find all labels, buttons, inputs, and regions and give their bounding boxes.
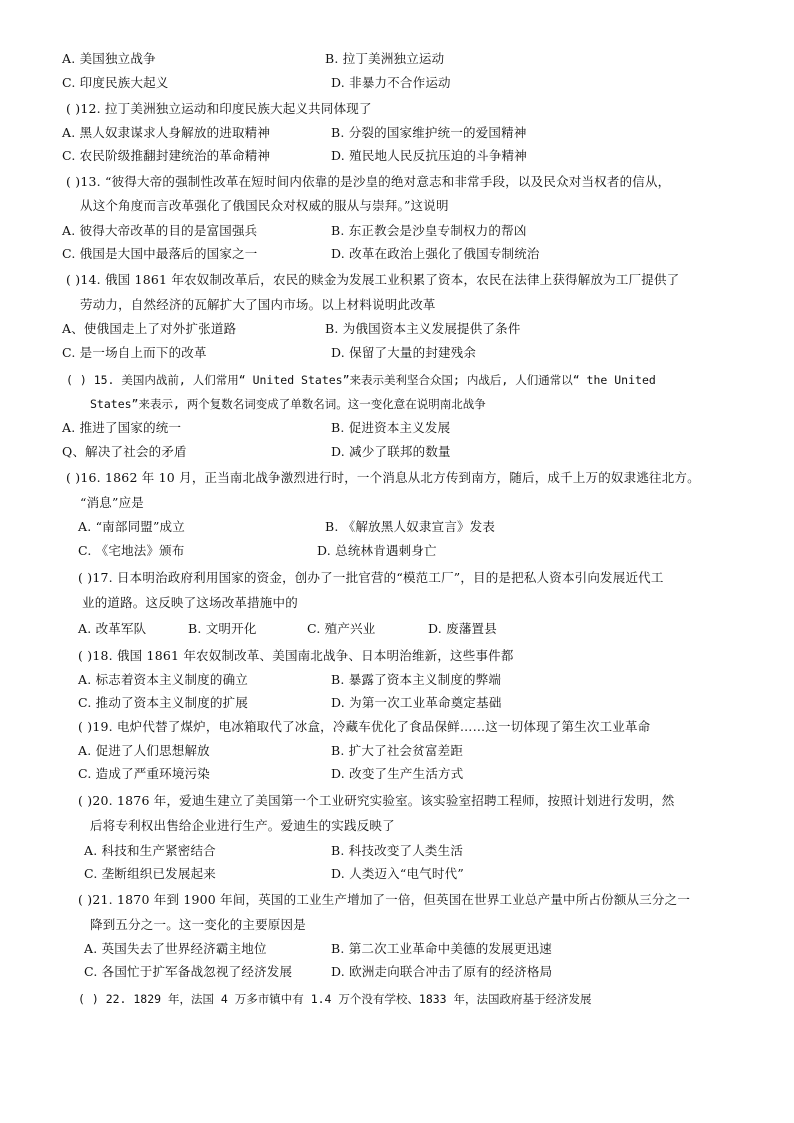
q13-option-d[interactable]: D. 改革在政治上强化了俄国专制统治 (331, 246, 540, 261)
q21-option-d[interactable]: D. 欧洲走向联合冲击了原有的经济格局 (331, 964, 553, 979)
q19-option-a[interactable]: A. 促进了人们思想解放 (78, 743, 210, 758)
q20-stem-line2: 后将专利权出售给企业进行生产。爱迪生的实践反映了 (90, 818, 395, 833)
q18-option-c[interactable]: C. 推动了资本主义制度的扩展 (78, 695, 249, 710)
q11-option-c[interactable]: C. 印度民族大起义 (62, 75, 169, 90)
q16-option-b[interactable]: B. 《解放黑人奴隶宣言》发表 (325, 519, 496, 534)
q13-option-a[interactable]: A. 彼得大帝改革的目的是富国强兵 (62, 223, 258, 238)
q13-stem-line1: ( )13. “彼得大帝的强制性改革在短时间内依靠的是沙皇的绝对意志和非常手段，以及民众对当权者的信从， (66, 174, 671, 189)
q12-option-a[interactable]: A. 黑人奴隶谋求人身解放的进取精神 (62, 125, 271, 140)
q18-stem: ( )18. 俄国 1861 年农奴制改革、美国南北战争、日本明治维新，这些事件都 (78, 648, 514, 663)
q12-option-d[interactable]: D. 殖民地人民反抗压迫的斗争精神 (331, 148, 527, 163)
q11-option-b[interactable]: B. 拉丁美洲独立运动 (325, 51, 445, 66)
q20-option-a[interactable]: A. 科技和生产紧密结合 (84, 843, 216, 858)
q13-option-c[interactable]: C. 俄国是大国中最落后的国家之一 (62, 246, 258, 261)
q21-option-c[interactable]: C. 各国忙于扩军备战忽视了经济发展 (84, 964, 293, 979)
q21-stem-line1: ( )21. 1870 年到 1900 年间，英国的工业生产增加了一倍，但英国在世界工业总产量中所占份额从三分之一 (78, 892, 691, 907)
q14-stem-line2: 劳动力，自然经济的瓦解扩大了国内市场。以上材料说明此改革 (80, 297, 436, 312)
q16-option-d[interactable]: D. 总统林肯遇刺身亡 (317, 543, 437, 558)
q20-option-d[interactable]: D. 人类迈入“电气时代” (331, 866, 464, 881)
q14-option-a[interactable]: A、使俄国走上了对外扩张道路 (62, 321, 237, 336)
q15-option-b[interactable]: B. 促进资本主义发展 (331, 420, 451, 435)
q15-stem-line2: States”来表示, 两个复数名词变成了单数名词。这一变化意在说明南北战争 (90, 397, 486, 411)
q16-option-a[interactable]: A. “南部同盟”成立 (78, 519, 185, 534)
q14-option-c[interactable]: C. 是一场自上而下的改革 (62, 345, 207, 360)
q17-option-d[interactable]: D. 废藩置县 (428, 621, 497, 636)
q15-option-d[interactable]: D. 减少了联邦的数量 (331, 444, 451, 459)
q12-stem: ( )12. 拉丁美洲独立运动和印度民族大起义共同体现了 (66, 101, 372, 116)
q19-option-d[interactable]: D. 改变了生产生活方式 (331, 766, 464, 781)
q14-option-b[interactable]: B. 为俄国资本主义发展提供了条件 (325, 321, 521, 336)
q15-option-c[interactable]: Q、解决了社会的矛盾 (62, 444, 187, 459)
q21-option-b[interactable]: B. 第二次工业革命中美德的发展更迅速 (331, 941, 552, 956)
q19-option-b[interactable]: B. 扩大了社会贫富差距 (331, 743, 464, 758)
q22-stem: ( ) 22. 1829 年，法国 4 万多市镇中有 1.4 万个没有学校、1833 年，法国政府基于经济发展 (78, 992, 592, 1006)
q20-stem-line1: ( )20. 1876 年，爱迪生建立了美国第一个工业研究实验室。该实验室招聘工程师，按照计划进行发明，然 (78, 793, 675, 808)
q21-option-a[interactable]: A. 英国失去了世界经济霸主地位 (84, 941, 267, 956)
q18-option-d[interactable]: D. 为第一次工业革命奠定基础 (331, 695, 502, 710)
q20-option-c[interactable]: C. 垄断组织已发展起来 (84, 866, 216, 881)
q17-stem-line2: 业的道路。这反映了这场改革措施中的 (82, 595, 298, 610)
q18-option-a[interactable]: A. 标志着资本主义制度的确立 (78, 672, 248, 687)
q12-option-c[interactable]: C. 农民阶级推翻封建统治的革命精神 (62, 148, 271, 163)
q14-option-d[interactable]: D. 保留了大量的封建残余 (331, 345, 477, 360)
q17-option-c[interactable]: C. 殖产兴业 (307, 621, 376, 636)
q17-stem-line1: ( )17. 日本明治政府利用国家的资金，创办了一批官营的“模范工厂”，目的是把私人资本引向发展近代工 (78, 570, 664, 585)
q16-stem-line1: ( )16. 1862 年 10 月，正当南北战争激烈进行时，一个消息从北方传到南方，随后，成千上万的奴隶逃往北方。 (66, 470, 700, 485)
q15-stem-line1: ( ) 15. 美国内战前, 人们常用“ United States”来表示美利坚合众国; 内战后, 人们通常以“ the United (66, 373, 656, 387)
q15-option-a[interactable]: A. 推进了国家的统一 (62, 420, 182, 435)
q11-option-d[interactable]: D. 非暴力不合作运动 (331, 75, 451, 90)
q21-stem-line2: 降到五分之一。这一变化的主要原因是 (90, 917, 306, 932)
q14-stem-line1: ( )14. 俄国 1861 年农奴制改革后，农民的赎金为发展工业积累了资本，农民在法律上获得解放为工厂提供了 (66, 272, 680, 287)
q20-option-b[interactable]: B. 科技改变了人类生活 (331, 843, 464, 858)
q18-option-b[interactable]: B. 暴露了资本主义制度的弊端 (331, 672, 502, 687)
q17-option-b[interactable]: B. 文明开化 (188, 621, 257, 636)
q19-option-c[interactable]: C. 造成了严重环境污染 (78, 766, 210, 781)
q12-option-b[interactable]: B. 分裂的国家维护统一的爱国精神 (331, 125, 527, 140)
q13-stem-line2: 从这个角度而言改革强化了俄国民众对权威的服从与崇拜。”这说明 (80, 198, 449, 213)
q19-stem: ( )19. 电炉代替了煤炉，电冰箱取代了冰盒，冷藏车优化了食品保鲜……这一切体现了第生次工业革命 (78, 719, 651, 734)
q16-option-c[interactable]: C. 《宅地法》颁布 (78, 543, 185, 558)
q11-option-a[interactable]: A. 美国独立战争 (62, 51, 156, 66)
q16-stem-line2: “消息”应是 (80, 495, 144, 510)
q13-option-b[interactable]: B. 东正教会是沙皇专制权力的帮凶 (331, 223, 527, 238)
q17-option-a[interactable]: A. 改革军队 (78, 621, 147, 636)
